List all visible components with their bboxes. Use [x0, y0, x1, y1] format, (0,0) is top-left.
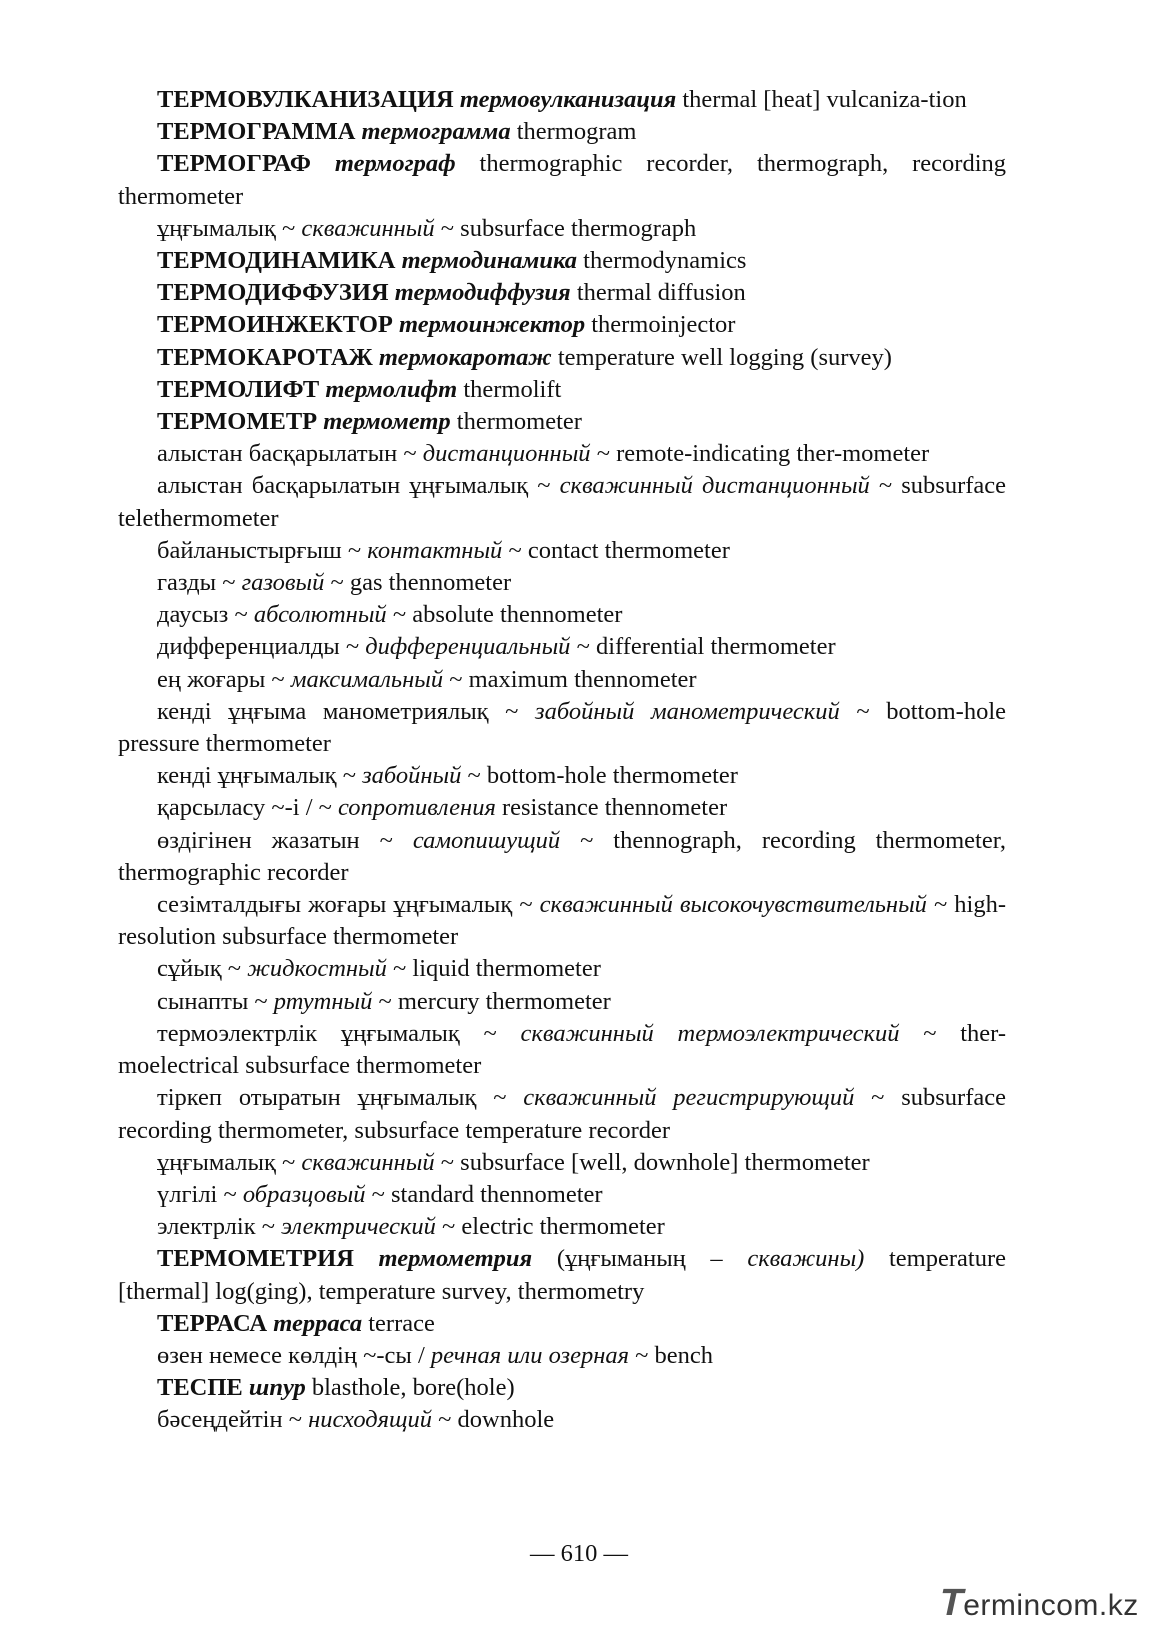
entry-text: thermal diffusion [570, 279, 746, 307]
entry-text: ~ electric thermometer [435, 1213, 665, 1241]
entry-text: thermoinjector [585, 311, 736, 339]
dictionary-entry [118, 470, 1006, 534]
russian-term: нисходящий [308, 1406, 433, 1434]
dictionary-entry [118, 986, 1006, 1018]
entry-text [354, 1245, 379, 1272]
dictionary-entry [118, 664, 1006, 696]
entry-text: ұңғымалық ~ [157, 1148, 302, 1176]
page-number: — 610 — [530, 1540, 628, 1567]
entry-text: thermographic recorder, thermograph, recording thermometer [118, 150, 1007, 210]
entry-text: алыстан басқарылатын ~ [157, 440, 423, 468]
dictionary-entry [118, 1147, 1006, 1179]
russian-term: сопротивления [338, 794, 496, 822]
entry-text: ~ subsurface thermograph [434, 214, 697, 242]
entry-text: алыстан басқарылатын ұңғымалық ~ [157, 472, 560, 500]
entry-text: ~ subsurface [well, downhole] thermometer [434, 1148, 870, 1176]
dictionary-entry [118, 567, 1006, 599]
dictionary-entry [118, 116, 1006, 148]
russian-term: максимальный [290, 665, 444, 693]
dictionary-entry [118, 1308, 1006, 1340]
entry-text: resistance thennometer [495, 794, 728, 822]
entry-text: ең жоғары ~ [157, 665, 291, 693]
entry-text: ~ thennograph, recording thermometer, thermographic recorder [118, 826, 1006, 886]
russian-term: речная или озерная [430, 1341, 630, 1369]
entry-text: terrace [362, 1309, 435, 1337]
russian-term: дистанционный [422, 440, 591, 468]
russian-term: скважинный регистрирующий [523, 1084, 855, 1112]
entry-text: ~ absolute thennometer [386, 601, 623, 629]
dictionary-entry [118, 245, 1006, 277]
russian-term: забойный манометрический [535, 697, 840, 725]
dictionary-entry [118, 696, 1006, 760]
entry-text: blasthole, bore(hole) [305, 1374, 515, 1402]
dictionary-entry [118, 406, 1006, 438]
entry-text: бәсеңдейтін ~ [157, 1406, 309, 1434]
entry-text: ~ maximum thennometer [443, 665, 697, 693]
russian-term: самопишущий [412, 826, 561, 854]
watermark-initial: T [935, 1582, 968, 1624]
dictionary-entry [118, 1018, 1006, 1082]
dictionary-entry [118, 213, 1006, 245]
dictionary-entry [118, 631, 1006, 663]
entry-text: temperature well logging (survey) [551, 343, 892, 371]
dictionary-entry [118, 438, 1006, 470]
dictionary-entry [118, 889, 1006, 953]
watermark-text-b: m.kz [1073, 1589, 1139, 1622]
entry-text: электрлік ~ [157, 1213, 282, 1241]
entry-text: thermogram [510, 118, 637, 146]
entry-text: өзен немесе көлдің ~-сы / [157, 1341, 431, 1369]
dictionary-entry [118, 535, 1006, 567]
headword-russian: термометрия [378, 1245, 533, 1273]
dictionary-entry [118, 1211, 1006, 1243]
headword-kazakh: ТЕРМОГРАММА [157, 118, 356, 146]
dictionary-entry [118, 148, 1006, 212]
entry-text: thermodynamics [577, 247, 747, 275]
entry-text: ~ bench [629, 1341, 714, 1369]
russian-term: ртутный [273, 987, 373, 1015]
watermark-text-a: ermincо [963, 1589, 1074, 1622]
entry-text: сезімталдығы жоғары ұңғымалық ~ [157, 891, 540, 919]
entry-text: ~ gas thennometer [324, 569, 512, 597]
entry-text: сынапты ~ [157, 987, 274, 1015]
entry-text: сұйық ~ [157, 955, 248, 983]
dictionary-entry [118, 1243, 1006, 1307]
headword-kazakh: ТЕРМОДИФФУЗИЯ [157, 279, 389, 307]
dictionary-entry [118, 84, 1006, 116]
russian-term: скважинный дистанционный [559, 472, 870, 500]
russian-term: электрический [281, 1213, 436, 1241]
entry-text: ~ subsurface recording thermometer, subsurface temperature recorder [118, 1084, 1006, 1144]
russian-term: забойный [362, 762, 462, 790]
russian-term: скважинный [301, 1148, 435, 1176]
headword-kazakh: ТЕРМОМЕТР [157, 408, 318, 436]
headword-russian: термокаротаж [378, 343, 552, 371]
dictionary-entry [118, 760, 1006, 792]
dictionary-entry [118, 599, 1006, 631]
entry-text: ~ ther-moelectrical subsurface thermometer [118, 1019, 1006, 1080]
russian-term: скважинный высокочувствительный [539, 891, 927, 919]
headword-kazakh: ТЕРМОИНЖЕКТОР [157, 311, 393, 339]
headword-kazakh: ТЕРМОДИНАМИКА [157, 247, 396, 275]
entry-text [311, 150, 335, 177]
entry-text: thermolift [457, 375, 562, 403]
headword-russian: термолифт [325, 375, 458, 403]
headword-russian: термограмма [361, 118, 511, 146]
entry-text: (ұңғыманың – [532, 1245, 748, 1273]
entry-text: кенді ұңғымалық ~ [157, 762, 363, 790]
headword-kazakh: ТЕРМОЛИФТ [157, 375, 320, 403]
dictionary-entry [118, 1082, 1006, 1146]
entry-text: дифференциалды ~ [157, 633, 366, 661]
dictionary-entry [118, 342, 1006, 374]
entry-text: ұңғымалық ~ [157, 214, 302, 242]
entry-text: газды ~ [157, 569, 242, 597]
termincom-watermark-logo [935, 1582, 1140, 1626]
entry-text: temperature [thermal] log(ging), temperature survey, thermometry [118, 1245, 1006, 1305]
entry-text: қарсыласу ~-і / ~ [157, 794, 339, 822]
entry-text: ~ bottom-hole thermometer [461, 762, 738, 790]
entry-text: ~ mercury thermometer [372, 987, 611, 1015]
entry-text: ~ liquid thermometer [386, 955, 601, 983]
headword-kazakh: ТЕРМОГРАФ [157, 150, 311, 178]
headword-russian: термоинжектор [398, 311, 586, 339]
dictionary-entry [118, 1404, 1006, 1436]
russian-term: дифференциальный [365, 633, 571, 661]
dictionary-entry [118, 1340, 1006, 1372]
entry-text: ~ differential thermometer [570, 633, 836, 661]
entry-text: ~ contact thermometer [502, 536, 730, 564]
entry-text: ~ bottom-hole pressure thermometer [118, 697, 1006, 758]
headword-kazakh: ТЕРМОМЕТРИЯ [157, 1245, 354, 1273]
russian-term: абсолютный [253, 601, 387, 629]
entry-text: тіркеп отыратын ұңғымалық ~ [157, 1084, 524, 1112]
entry-text: ~ subsurface telethermometer [118, 472, 1007, 532]
headword-russian: терраса [273, 1309, 363, 1337]
entry-text: термоэлектрлік ұңғымалық ~ [157, 1019, 521, 1047]
entry-text: даусыз ~ [157, 601, 254, 629]
headword-russian: термодинамика [401, 247, 578, 275]
russian-term: скважинный термоэлектрический [520, 1019, 900, 1047]
entry-text: thermal [heat] vulcaniza-tion [676, 86, 967, 113]
russian-term: жидкостный [247, 955, 387, 983]
dictionary-entry [118, 277, 1006, 309]
headword-kazakh: ТЕРМОВУЛКАНИЗАЦИЯ [157, 86, 454, 113]
entry-text: thermometer [450, 408, 582, 436]
russian-term: газовый [241, 569, 325, 597]
entry-text: байланыстырғыш ~ [157, 536, 368, 564]
headword-russian: термовулканизация [459, 86, 677, 113]
russian-term: скважинный [301, 214, 435, 242]
headword-kazakh: ТЕРМОКАРОТАЖ [157, 343, 373, 371]
entry-text: үлгілі ~ [157, 1180, 243, 1208]
headword-russian: термограф [334, 150, 456, 178]
dictionary-entry [118, 309, 1006, 341]
entry-text: ~ high-resolution subsurface thermometer [118, 891, 1006, 951]
headword-kazakh: ТЕСПЕ [157, 1374, 243, 1402]
entry-text: ~ standard thennometer [365, 1180, 603, 1208]
russian-term: скважины) [747, 1245, 865, 1273]
headword-russian: шпур [248, 1374, 306, 1402]
dictionary-entry [118, 953, 1006, 985]
dictionary-page-body [118, 84, 1006, 1437]
russian-term: контактный [367, 536, 503, 564]
entry-text: ~ remote-indicating ther-mometer [590, 440, 930, 468]
entry-text: ~ downhole [432, 1406, 555, 1434]
dictionary-entry [118, 1179, 1006, 1211]
headword-russian: термодиффузия [394, 279, 571, 307]
entry-text: кенді ұңғыма манометриялық ~ [157, 697, 536, 725]
dictionary-entry [118, 792, 1006, 824]
dictionary-entry [118, 1372, 1006, 1404]
headword-kazakh: ТЕРРАСА [157, 1309, 268, 1337]
entry-text: өздігінен жазатын ~ [157, 826, 413, 854]
dictionary-entry [118, 825, 1006, 889]
headword-russian: термометр [323, 408, 451, 436]
russian-term: образцовый [242, 1180, 366, 1208]
dictionary-entry [118, 374, 1006, 406]
